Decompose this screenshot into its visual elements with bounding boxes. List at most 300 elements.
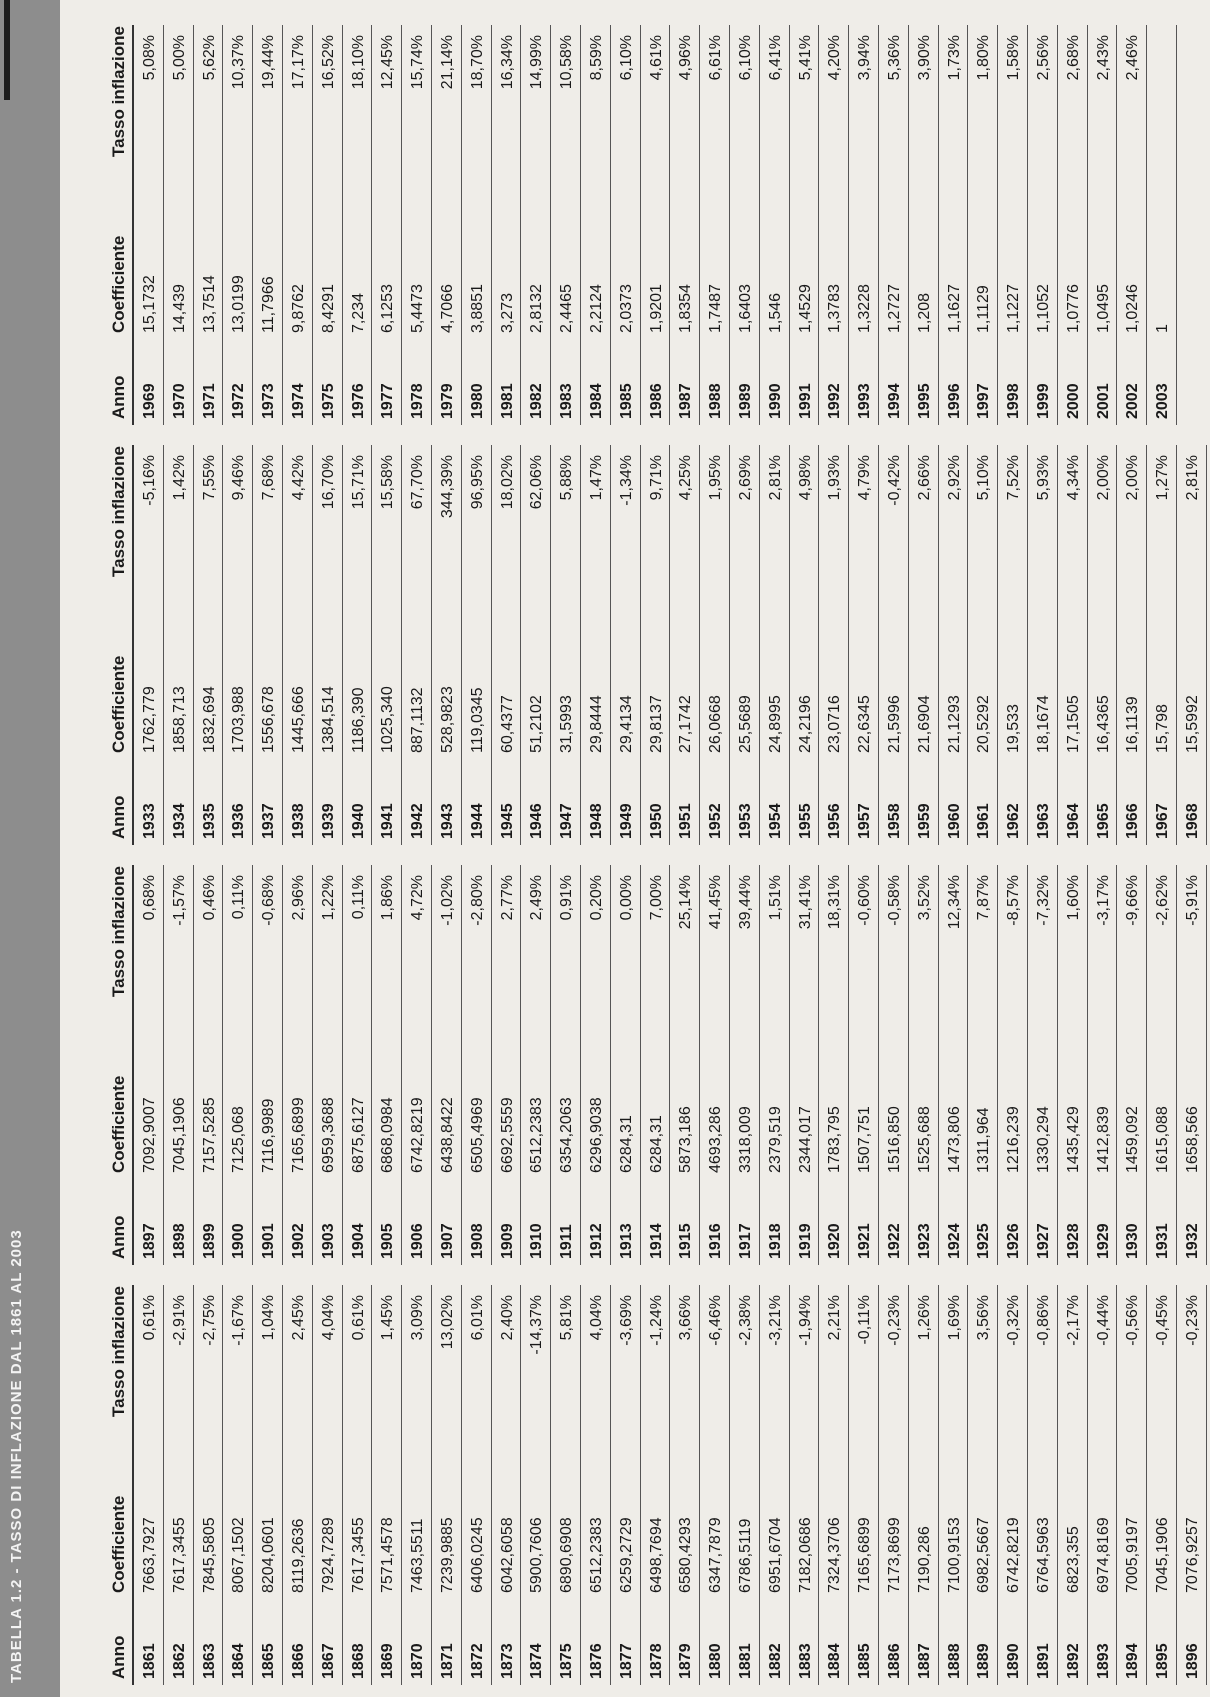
table-row bbox=[551, 445, 581, 845]
cell-inflation-rate: 2,68% bbox=[1064, 35, 1082, 81]
cell-year: 1891 bbox=[1034, 1643, 1052, 1679]
cell-year: 1989 bbox=[736, 383, 754, 419]
table-row bbox=[998, 1285, 1028, 1685]
cell-year: 1885 bbox=[856, 1643, 874, 1679]
cell-year: 1990 bbox=[766, 383, 784, 419]
cell-inflation-rate: -1,67% bbox=[230, 1295, 248, 1346]
cell-year: 1897 bbox=[141, 1223, 158, 1259]
cell-year: 1977 bbox=[379, 383, 397, 419]
cell-year: 1861 bbox=[141, 1643, 158, 1679]
cell-year: 1927 bbox=[1034, 1223, 1052, 1259]
cell-year: 1929 bbox=[1094, 1223, 1112, 1259]
cell-year: 1880 bbox=[707, 1643, 725, 1679]
table-row bbox=[1058, 445, 1088, 845]
cell-inflation-rate: -0,60% bbox=[856, 875, 874, 926]
cell-inflation-rate: 4,79% bbox=[856, 455, 874, 501]
cell-inflation-rate: -0,42% bbox=[885, 455, 903, 506]
cell-inflation-rate: 2,46% bbox=[1124, 35, 1142, 81]
table-row bbox=[402, 445, 432, 845]
table-row bbox=[432, 25, 462, 425]
table-row bbox=[939, 1285, 969, 1685]
table-row bbox=[998, 865, 1028, 1265]
cell-year: 1933 bbox=[141, 803, 158, 839]
cell-coefficient: 1459,092 bbox=[1124, 1106, 1142, 1173]
table-row bbox=[670, 865, 700, 1265]
cell-coefficient: 6512,2383 bbox=[587, 1517, 605, 1593]
cell-coefficient: 6347,7879 bbox=[707, 1517, 725, 1593]
cell-inflation-rate: 41,45% bbox=[707, 875, 725, 930]
cell-inflation-rate: 0,11% bbox=[230, 875, 248, 920]
table-row bbox=[849, 1285, 879, 1685]
cell-year: 1931 bbox=[1154, 1223, 1172, 1259]
table-row bbox=[790, 865, 820, 1265]
table-row bbox=[700, 445, 730, 845]
cell-inflation-rate: 2,40% bbox=[498, 1295, 516, 1341]
cell-year: 1867 bbox=[319, 1643, 337, 1679]
cell-coefficient: 1412,839 bbox=[1094, 1106, 1112, 1173]
cell-inflation-rate: 5,41% bbox=[796, 35, 814, 81]
cell-inflation-rate: 1,95% bbox=[707, 455, 725, 501]
cell-coefficient: 887,1132 bbox=[409, 687, 427, 753]
table-row bbox=[1147, 865, 1177, 1265]
table-row bbox=[968, 445, 998, 845]
table-row bbox=[134, 865, 164, 1265]
cell-inflation-rate: 0,61% bbox=[349, 1295, 367, 1341]
table-row bbox=[1177, 865, 1207, 1265]
cell-inflation-rate: -0,23% bbox=[1183, 1295, 1201, 1346]
table-row bbox=[909, 445, 939, 845]
cell-inflation-rate: 39,44% bbox=[736, 875, 754, 930]
cell-inflation-rate: 0,46% bbox=[200, 875, 218, 921]
cell-inflation-rate: 1,69% bbox=[945, 1295, 963, 1341]
cell-inflation-rate: 1,47% bbox=[587, 455, 605, 501]
table-row bbox=[253, 25, 283, 425]
cell-inflation-rate: 2,77% bbox=[498, 875, 516, 921]
cell-coefficient: 13,7514 bbox=[200, 275, 218, 333]
table-row bbox=[372, 25, 402, 425]
cell-year: 1932 bbox=[1183, 1223, 1201, 1259]
cell-inflation-rate: 0,00% bbox=[617, 875, 635, 921]
cell-coefficient: 15,1732 bbox=[141, 275, 158, 333]
cell-inflation-rate: -2,62% bbox=[1154, 875, 1172, 926]
table-row bbox=[968, 25, 998, 425]
table-row bbox=[939, 25, 969, 425]
cell-inflation-rate: 7,55% bbox=[200, 455, 218, 501]
cell-coefficient: 6875,6127 bbox=[349, 1097, 367, 1173]
cell-inflation-rate: -5,16% bbox=[141, 455, 158, 506]
table-row bbox=[402, 25, 432, 425]
cell-year: 1908 bbox=[468, 1223, 486, 1259]
table-row bbox=[730, 25, 760, 425]
cell-inflation-rate: 7,52% bbox=[1005, 455, 1023, 501]
cell-inflation-rate: 2,00% bbox=[1124, 455, 1142, 501]
cell-inflation-rate: 96,95% bbox=[468, 455, 486, 510]
cell-year: 1905 bbox=[379, 1223, 397, 1259]
cell-inflation-rate: -0,56% bbox=[1124, 1295, 1142, 1346]
cell-coefficient: 7845,5805 bbox=[200, 1517, 218, 1593]
cell-coefficient: 1762,779 bbox=[141, 686, 158, 753]
cell-inflation-rate: -0,44% bbox=[1094, 1295, 1112, 1346]
cell-coefficient: 1,1052 bbox=[1034, 284, 1052, 333]
cell-coefficient: 7100,9153 bbox=[945, 1517, 963, 1593]
cell-year: 1954 bbox=[766, 803, 784, 839]
cell-coefficient: 7173,8699 bbox=[885, 1517, 903, 1593]
cell-inflation-rate: 9,71% bbox=[647, 455, 665, 501]
cell-inflation-rate: 19,44% bbox=[260, 35, 278, 90]
cell-coefficient: 13,0199 bbox=[230, 275, 248, 333]
cell-year: 1978 bbox=[409, 383, 427, 419]
cell-inflation-rate: 1,42% bbox=[170, 455, 188, 501]
cell-coefficient: 6259,2729 bbox=[617, 1517, 635, 1593]
cell-inflation-rate: 0,91% bbox=[558, 875, 576, 921]
header-coefficiente: Coefficiente bbox=[109, 235, 128, 333]
cell-year: 1919 bbox=[796, 1223, 814, 1259]
cell-year: 1912 bbox=[587, 1223, 605, 1259]
cell-year: 1953 bbox=[736, 803, 754, 839]
cell-coefficient: 7165,6899 bbox=[289, 1097, 307, 1173]
cell-year: 1911 bbox=[558, 1224, 576, 1259]
cell-year: 1866 bbox=[289, 1643, 307, 1679]
table-row bbox=[223, 865, 253, 1265]
cell-year: 1992 bbox=[826, 383, 844, 419]
cell-inflation-rate: -1,02% bbox=[438, 875, 456, 926]
table-row bbox=[790, 25, 820, 425]
table-row bbox=[492, 25, 522, 425]
cell-year: 1935 bbox=[200, 803, 218, 839]
header-tasso: Tasso inflazione bbox=[109, 1286, 128, 1417]
cell-coefficient: 15,798 bbox=[1154, 704, 1172, 753]
cell-year: 1899 bbox=[200, 1223, 218, 1259]
cell-year: 1873 bbox=[498, 1643, 516, 1679]
cell-coefficient: 21,1293 bbox=[945, 695, 963, 753]
cell-coefficient: 7239,9885 bbox=[438, 1517, 456, 1593]
cell-year: 1943 bbox=[438, 803, 456, 839]
cell-inflation-rate: -0,23% bbox=[885, 1295, 903, 1346]
cell-inflation-rate: 16,34% bbox=[498, 35, 516, 90]
cell-coefficient: 6868,0984 bbox=[379, 1097, 397, 1173]
cell-coefficient: 6974,8169 bbox=[1094, 1517, 1112, 1593]
cell-year: 1948 bbox=[587, 803, 605, 839]
cell-inflation-rate: 7,00% bbox=[647, 875, 665, 921]
table-row bbox=[611, 865, 641, 1265]
cell-year: 1938 bbox=[289, 803, 307, 839]
table-row bbox=[194, 865, 224, 1265]
cell-inflation-rate: 2,69% bbox=[736, 455, 754, 501]
table-row bbox=[790, 445, 820, 845]
cell-inflation-rate: 2,81% bbox=[1183, 455, 1201, 501]
cell-coefficient: 21,5996 bbox=[885, 695, 903, 753]
cell-year: 1999 bbox=[1034, 383, 1052, 419]
cell-coefficient: 1,3228 bbox=[856, 284, 874, 333]
table-row bbox=[1028, 25, 1058, 425]
cell-coefficient: 1,3783 bbox=[826, 284, 844, 333]
cell-year: 1878 bbox=[647, 1643, 665, 1679]
table-row bbox=[283, 25, 313, 425]
cell-inflation-rate: 4,04% bbox=[319, 1295, 337, 1341]
cell-coefficient: 6742,8219 bbox=[1005, 1517, 1023, 1593]
table-row bbox=[998, 25, 1028, 425]
table-row bbox=[253, 1285, 283, 1685]
table-row bbox=[492, 445, 522, 845]
cell-coefficient: 7324,3706 bbox=[826, 1517, 844, 1593]
cell-inflation-rate: 8,59% bbox=[587, 35, 605, 81]
cell-year: 1902 bbox=[289, 1223, 307, 1259]
cell-year: 1865 bbox=[260, 1643, 278, 1679]
cell-inflation-rate: 3,52% bbox=[915, 875, 933, 921]
cell-inflation-rate: -3,69% bbox=[617, 1295, 635, 1346]
table-title: TABELLA 1.2 - TASSO DI INFLAZIONE DAL 1861 AL 2003 bbox=[8, 1229, 25, 1683]
table-row bbox=[194, 25, 224, 425]
table-row bbox=[164, 1285, 194, 1685]
table-row bbox=[343, 865, 373, 1265]
cell-year: 1995 bbox=[915, 383, 933, 419]
cell-inflation-rate: 2,92% bbox=[945, 455, 963, 501]
table-row bbox=[879, 25, 909, 425]
cell-coefficient: 5,4473 bbox=[409, 284, 427, 333]
table-row bbox=[730, 865, 760, 1265]
cell-coefficient: 14,439 bbox=[170, 284, 188, 333]
cell-inflation-rate: 67,70% bbox=[409, 455, 427, 510]
cell-inflation-rate: 18,02% bbox=[498, 455, 516, 510]
cell-coefficient: 18,1674 bbox=[1034, 695, 1052, 753]
table-row bbox=[372, 1285, 402, 1685]
cell-year: 1972 bbox=[230, 383, 248, 419]
table-row bbox=[521, 445, 551, 845]
cell-coefficient: 7005,9197 bbox=[1124, 1517, 1142, 1593]
cell-inflation-rate: 3,66% bbox=[677, 1295, 695, 1341]
cell-year: 1949 bbox=[617, 803, 635, 839]
cell-year: 1887 bbox=[915, 1643, 933, 1679]
cell-year: 1915 bbox=[677, 1223, 695, 1259]
cell-coefficient: 7924,7289 bbox=[319, 1517, 337, 1593]
cell-coefficient: 1186,390 bbox=[349, 687, 367, 753]
cell-coefficient: 1025,340 bbox=[379, 686, 397, 753]
table-row bbox=[492, 1285, 522, 1685]
cell-inflation-rate: 15,58% bbox=[379, 455, 397, 510]
table-column-2 bbox=[62, 865, 1207, 1265]
table-row bbox=[343, 445, 373, 845]
table-row bbox=[819, 865, 849, 1265]
header-tasso: Tasso inflazione bbox=[109, 26, 128, 157]
cell-year: 1868 bbox=[349, 1643, 367, 1679]
table-row bbox=[492, 865, 522, 1265]
cell-year: 2000 bbox=[1064, 383, 1082, 419]
header-anno: Anno bbox=[109, 1635, 128, 1679]
cell-coefficient: 6951,6704 bbox=[766, 1517, 784, 1593]
cell-coefficient: 6959,3688 bbox=[319, 1097, 337, 1173]
table-row bbox=[849, 865, 879, 1265]
table-row bbox=[1117, 25, 1147, 425]
cell-year: 1982 bbox=[528, 383, 546, 419]
cell-inflation-rate: -7,32% bbox=[1034, 875, 1052, 926]
cell-inflation-rate: 25,14% bbox=[677, 875, 695, 930]
table-row bbox=[1177, 445, 1207, 845]
cell-coefficient: 2,2124 bbox=[587, 284, 605, 333]
cell-coefficient: 1,9201 bbox=[647, 284, 665, 333]
cell-inflation-rate: -3,17% bbox=[1094, 875, 1112, 926]
cell-year: 1889 bbox=[975, 1643, 993, 1679]
cell-inflation-rate: 4,96% bbox=[677, 35, 695, 81]
table-row bbox=[968, 1285, 998, 1685]
cell-coefficient: 7571,4578 bbox=[379, 1517, 397, 1593]
cell-coefficient: 1,208 bbox=[915, 292, 933, 333]
cell-year: 2002 bbox=[1124, 383, 1142, 419]
table-row bbox=[462, 445, 492, 845]
cell-inflation-rate: 1,93% bbox=[826, 455, 844, 501]
table-row bbox=[372, 445, 402, 845]
header-anno: Anno bbox=[109, 375, 128, 419]
cell-inflation-rate: 1,22% bbox=[319, 875, 337, 921]
cell-coefficient: 1445,666 bbox=[289, 686, 307, 753]
cell-inflation-rate: -9,66% bbox=[1124, 875, 1142, 926]
cell-coefficient: 1703,988 bbox=[230, 686, 248, 753]
cell-coefficient: 1783,795 bbox=[826, 1106, 844, 1173]
cell-inflation-rate: 62,06% bbox=[528, 455, 546, 510]
cell-coefficient: 1,1129 bbox=[975, 285, 993, 333]
cell-inflation-rate: 4,04% bbox=[587, 1295, 605, 1341]
cell-inflation-rate: 1,45% bbox=[379, 1295, 397, 1341]
cell-coefficient: 6742,8219 bbox=[409, 1097, 427, 1173]
cell-year: 1955 bbox=[796, 803, 814, 839]
cell-inflation-rate: -6,46% bbox=[707, 1295, 725, 1346]
cell-inflation-rate: 18,70% bbox=[468, 35, 486, 90]
table-row bbox=[372, 865, 402, 1265]
cell-coefficient: 31,5993 bbox=[558, 695, 576, 753]
table-row bbox=[223, 1285, 253, 1685]
cell-inflation-rate: 2,45% bbox=[289, 1295, 307, 1341]
cell-coefficient: 6512,2383 bbox=[528, 1097, 546, 1173]
table-row bbox=[909, 25, 939, 425]
cell-year: 1864 bbox=[230, 1643, 248, 1679]
cell-coefficient: 7,234 bbox=[349, 292, 367, 333]
cell-year: 1998 bbox=[1005, 383, 1023, 419]
cell-year: 1975 bbox=[319, 383, 337, 419]
table-row bbox=[164, 445, 194, 845]
cell-coefficient: 1216,239 bbox=[1005, 1106, 1023, 1173]
cell-inflation-rate: 4,20% bbox=[826, 35, 844, 81]
table-row bbox=[819, 25, 849, 425]
table-row bbox=[313, 445, 343, 845]
cell-coefficient: 27,1742 bbox=[677, 695, 695, 753]
cell-coefficient: 2379,519 bbox=[766, 1106, 784, 1173]
cell-coefficient: 15,5992 bbox=[1183, 695, 1201, 753]
cell-coefficient: 7663,7927 bbox=[141, 1517, 158, 1593]
cell-coefficient: 7165,6899 bbox=[856, 1517, 874, 1593]
top-rule bbox=[4, 0, 10, 100]
cell-inflation-rate: -2,75% bbox=[200, 1295, 218, 1346]
cell-inflation-rate: 16,70% bbox=[319, 455, 337, 510]
cell-coefficient: 16,1139 bbox=[1124, 696, 1142, 753]
cell-year: 1986 bbox=[647, 383, 665, 419]
cell-inflation-rate: 15,71% bbox=[349, 455, 367, 510]
cell-inflation-rate: 17,17% bbox=[289, 35, 307, 90]
table-row bbox=[313, 865, 343, 1265]
table-row bbox=[164, 865, 194, 1265]
cell-coefficient: 6692,5559 bbox=[498, 1097, 516, 1173]
cell-year: 1863 bbox=[200, 1643, 218, 1679]
cell-year: 1974 bbox=[289, 383, 307, 419]
table-row bbox=[1028, 445, 1058, 845]
cell-coefficient: 8067,1502 bbox=[230, 1517, 248, 1593]
table-row bbox=[194, 445, 224, 845]
cell-coefficient: 1858,713 bbox=[170, 686, 188, 753]
cell-inflation-rate: 4,34% bbox=[1064, 455, 1082, 501]
cell-year: 1966 bbox=[1124, 803, 1142, 839]
cell-coefficient: 7045,1906 bbox=[1154, 1517, 1172, 1593]
table-row bbox=[1028, 865, 1058, 1265]
cell-year: 1920 bbox=[826, 1223, 844, 1259]
cell-inflation-rate: -2,91% bbox=[170, 1295, 188, 1346]
cell-year: 1997 bbox=[975, 383, 993, 419]
cell-inflation-rate: 18,31% bbox=[826, 875, 844, 930]
table-row bbox=[879, 1285, 909, 1685]
cell-coefficient: 22,6345 bbox=[856, 695, 874, 753]
cell-coefficient: 1311,964 bbox=[975, 1107, 993, 1173]
cell-inflation-rate: 9,46% bbox=[230, 455, 248, 501]
cell-year: 1956 bbox=[826, 803, 844, 839]
cell-year: 1946 bbox=[528, 803, 546, 839]
cell-year: 1881 bbox=[736, 1643, 754, 1679]
cell-year: 1914 bbox=[647, 1223, 665, 1259]
cell-year: 1930 bbox=[1124, 1223, 1142, 1259]
cell-year: 1976 bbox=[349, 383, 367, 419]
cell-year: 1877 bbox=[617, 1643, 635, 1679]
table-row bbox=[551, 1285, 581, 1685]
table-row bbox=[343, 1285, 373, 1685]
table-row bbox=[134, 1285, 164, 1685]
cell-coefficient: 7182,0686 bbox=[796, 1517, 814, 1593]
cell-inflation-rate: -5,91% bbox=[1183, 875, 1201, 926]
column-header bbox=[62, 445, 134, 845]
table-row bbox=[700, 865, 730, 1265]
table-row bbox=[164, 25, 194, 425]
cell-coefficient: 11,7966 bbox=[260, 276, 278, 333]
cell-year: 1926 bbox=[1005, 1223, 1023, 1259]
cell-coefficient: 2,8132 bbox=[528, 284, 546, 333]
cell-coefficient: 3318,009 bbox=[736, 1106, 754, 1173]
cell-coefficient: 1516,850 bbox=[885, 1106, 903, 1173]
table-row bbox=[581, 865, 611, 1265]
table-row bbox=[611, 25, 641, 425]
cell-year: 1944 bbox=[468, 803, 486, 839]
table-row bbox=[253, 865, 283, 1265]
table-row bbox=[432, 865, 462, 1265]
cell-coefficient: 1,0776 bbox=[1064, 284, 1082, 333]
cell-year: 1963 bbox=[1034, 803, 1052, 839]
header-coefficiente: Coefficiente bbox=[109, 655, 128, 753]
header-anno: Anno bbox=[109, 1215, 128, 1259]
table-row bbox=[521, 25, 551, 425]
table-row bbox=[760, 25, 790, 425]
table-row bbox=[1058, 25, 1088, 425]
table-row bbox=[283, 1285, 313, 1685]
cell-year: 1967 bbox=[1154, 803, 1172, 839]
cell-inflation-rate: 6,41% bbox=[766, 35, 784, 81]
cell-inflation-rate: 1,26% bbox=[915, 1295, 933, 1341]
table-row bbox=[700, 1285, 730, 1685]
cell-coefficient: 1615,088 bbox=[1154, 1106, 1172, 1173]
table-row bbox=[134, 25, 164, 425]
cell-coefficient: 19,533 bbox=[1005, 704, 1023, 753]
cell-coefficient: 21,6904 bbox=[915, 695, 933, 753]
table-column-1 bbox=[62, 1285, 1207, 1685]
cell-inflation-rate: 6,10% bbox=[617, 35, 635, 81]
table-row bbox=[1177, 1285, 1207, 1685]
cell-inflation-rate: 15,74% bbox=[409, 35, 427, 90]
table-row bbox=[462, 1285, 492, 1685]
cell-year: 1960 bbox=[945, 803, 963, 839]
cell-inflation-rate: 12,45% bbox=[379, 35, 397, 90]
